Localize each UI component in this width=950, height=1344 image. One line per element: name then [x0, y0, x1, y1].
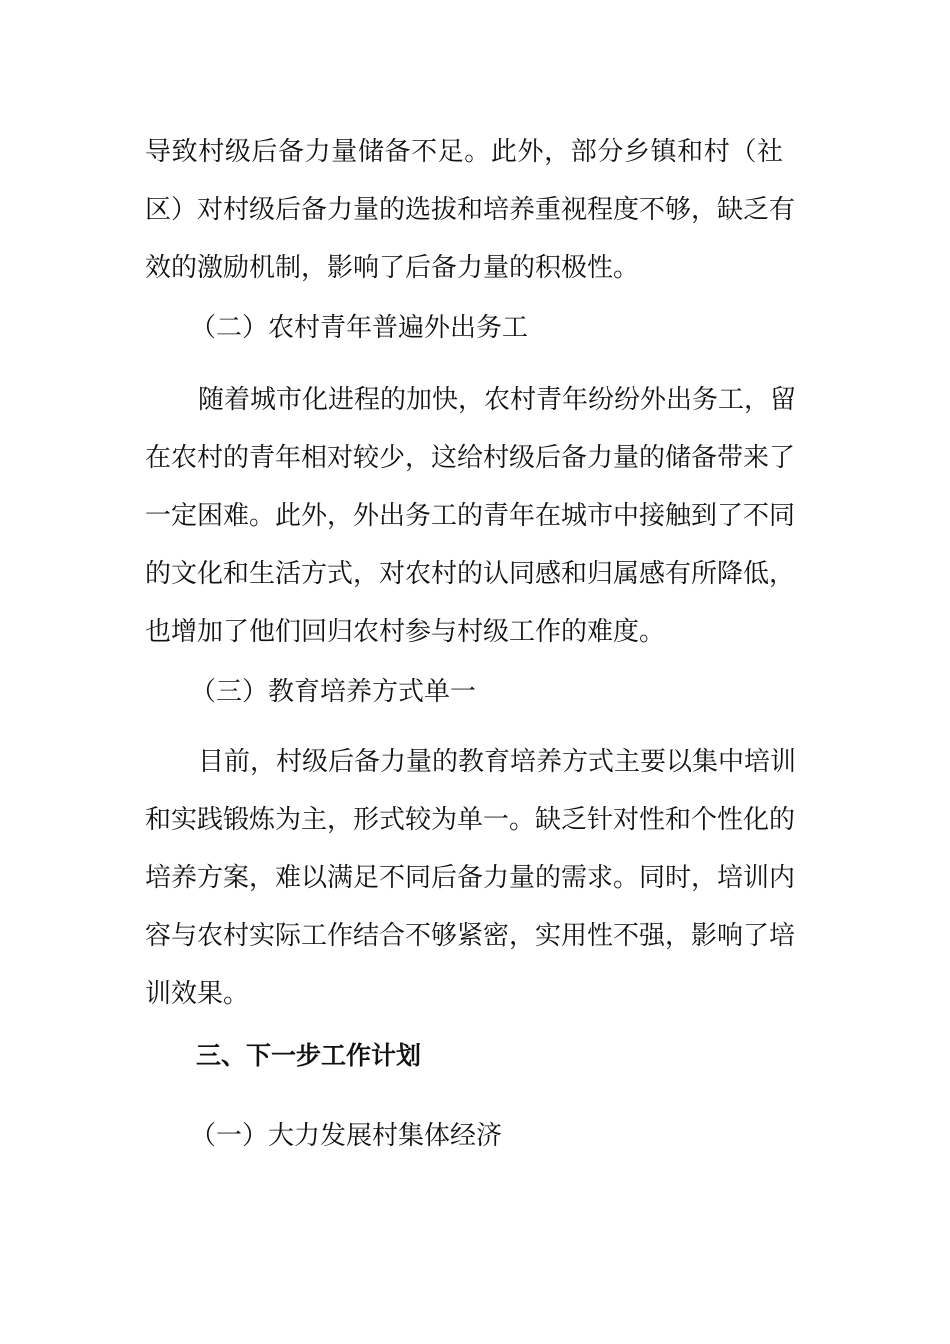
paragraph-line: 随着城市化进程的加快，农村青年纷纷外出务工，留	[198, 385, 797, 415]
subsection-heading: （二）农村青年普遍外出务工	[190, 313, 529, 343]
paragraph-line: 区）对村级后备力量的选拔和培养重视程度不够，缺乏有	[145, 195, 796, 225]
paragraph-line: 的文化和生活方式，对农村的认同感和归属感有所降低，	[145, 559, 796, 589]
paragraph-line: 在农村的青年相对较少，这给村级后备力量的储备带来了	[145, 443, 796, 473]
paragraph-line: 效的激励机制，影响了后备力量的积极性。	[145, 253, 640, 283]
subsection-heading: （三）教育培养方式单一	[190, 677, 477, 707]
paragraph-line: 一定困难。此外，外出务工的青年在城市中接触到了不同	[145, 501, 796, 531]
paragraph-line: 容与农村实际工作结合不够紧密，实用性不强，影响了培	[145, 921, 796, 951]
paragraph-line: 导致村级后备力量储备不足。此外，部分乡镇和村（社	[145, 137, 783, 167]
paragraph-line: 目前，村级后备力量的教育培养方式主要以集中培训	[198, 747, 797, 777]
paragraph-line: 也增加了他们回归农村参与村级工作的难度。	[145, 617, 666, 647]
paragraph-line: 培养方案，难以满足不同后备力量的需求。同时，培训内	[145, 863, 796, 893]
section-heading: 三、下一步工作计划	[196, 1041, 422, 1070]
paragraph-line: 训效果。	[145, 979, 250, 1009]
subsection-heading: （一）大力发展村集体经济	[190, 1121, 503, 1151]
paragraph-line: 和实践锻炼为主，形式较为单一。缺乏针对性和个性化的	[145, 805, 796, 835]
